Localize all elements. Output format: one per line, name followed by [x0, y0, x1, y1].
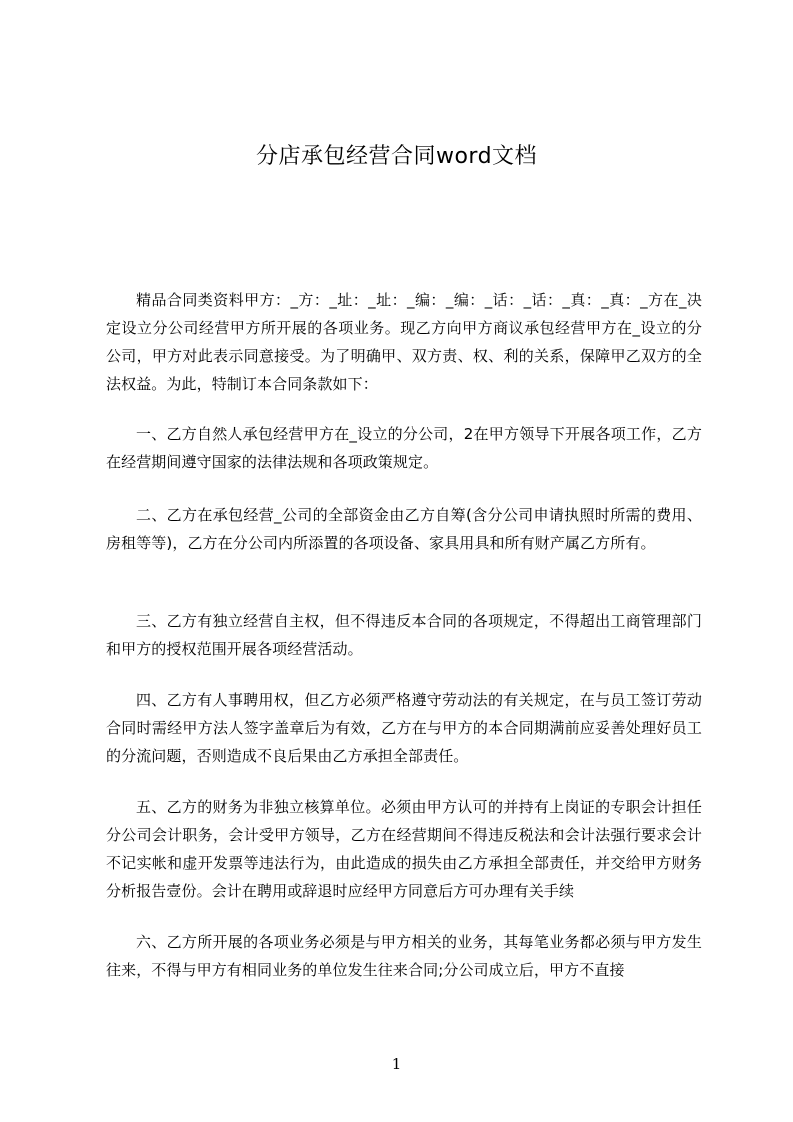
clause-1-paragraph: 一、乙方自然人承包经营甲方在_设立的分公司，2在甲方领导下开展各项工作，乙方在经营期间遵守国家的法律法规和各项政策规定。	[106, 425, 702, 471]
clause-5-paragraph: 五、乙方的财务为非独立核算单位。必须由甲方认可的并持有上岗证的专职会计担任分公司会计职务，会计受甲方领导，乙方在经营期间不得违反税法和会计法强行要求会计不记实帐和虚开发票等违法行为，由此造成的损失由乙方承担全部责任，并交给甲方财务分析报告壹份。会计在聘用或辞退时应经甲方同意后方可办理有关手续	[106, 798, 702, 900]
page-number: 1	[391, 1055, 402, 1073]
document-title: 分店承包经营合同word文档	[255, 144, 538, 169]
clause-3-paragraph: 三、乙方有独立经营自主权，但不得违反本合同的各项规定，不得超出工商管理部门和甲方的授权范围开展各项经营活动。	[106, 612, 702, 658]
clause-4-paragraph: 四、乙方有人事聘用权，但乙方必须严格遵守劳动法的有关规定，在与员工签订劳动合同时需经甲方法人签字盖章后为有效，乙方在与甲方的本合同期满前应妥善处理好员工的分流问题，否则造成不良后果由乙方承担全部责任。	[106, 691, 702, 765]
clause-2-paragraph: 二、乙方在承包经营_公司的全部资金由乙方自筹(含分公司申请执照时所需的费用、房租等等)，乙方在分公司内所添置的各项设备、家具用具和所有财产属乙方所有。	[106, 506, 702, 552]
preamble-paragraph: 精品合同类资料甲方：_方：_址：_址：_编：_编：_话：_话：_真：_真：_方在_决定设立分公司经营甲方所开展的各项业务。现乙方向甲方商议承包经营甲方在_设立的分公司，甲方对此表示同意接受。为了明确甲、双方责、权、利的关系，保障甲乙双方的全法权益。为此，特制订本合同条款如下：	[106, 291, 702, 393]
clause-6-paragraph: 六、乙方所开展的各项业务必须是与甲方相关的业务，其每笔业务都必须与甲方发生往来，不得与甲方有相同业务的单位发生往来合同;分公司成立后，甲方不直接	[106, 933, 702, 979]
